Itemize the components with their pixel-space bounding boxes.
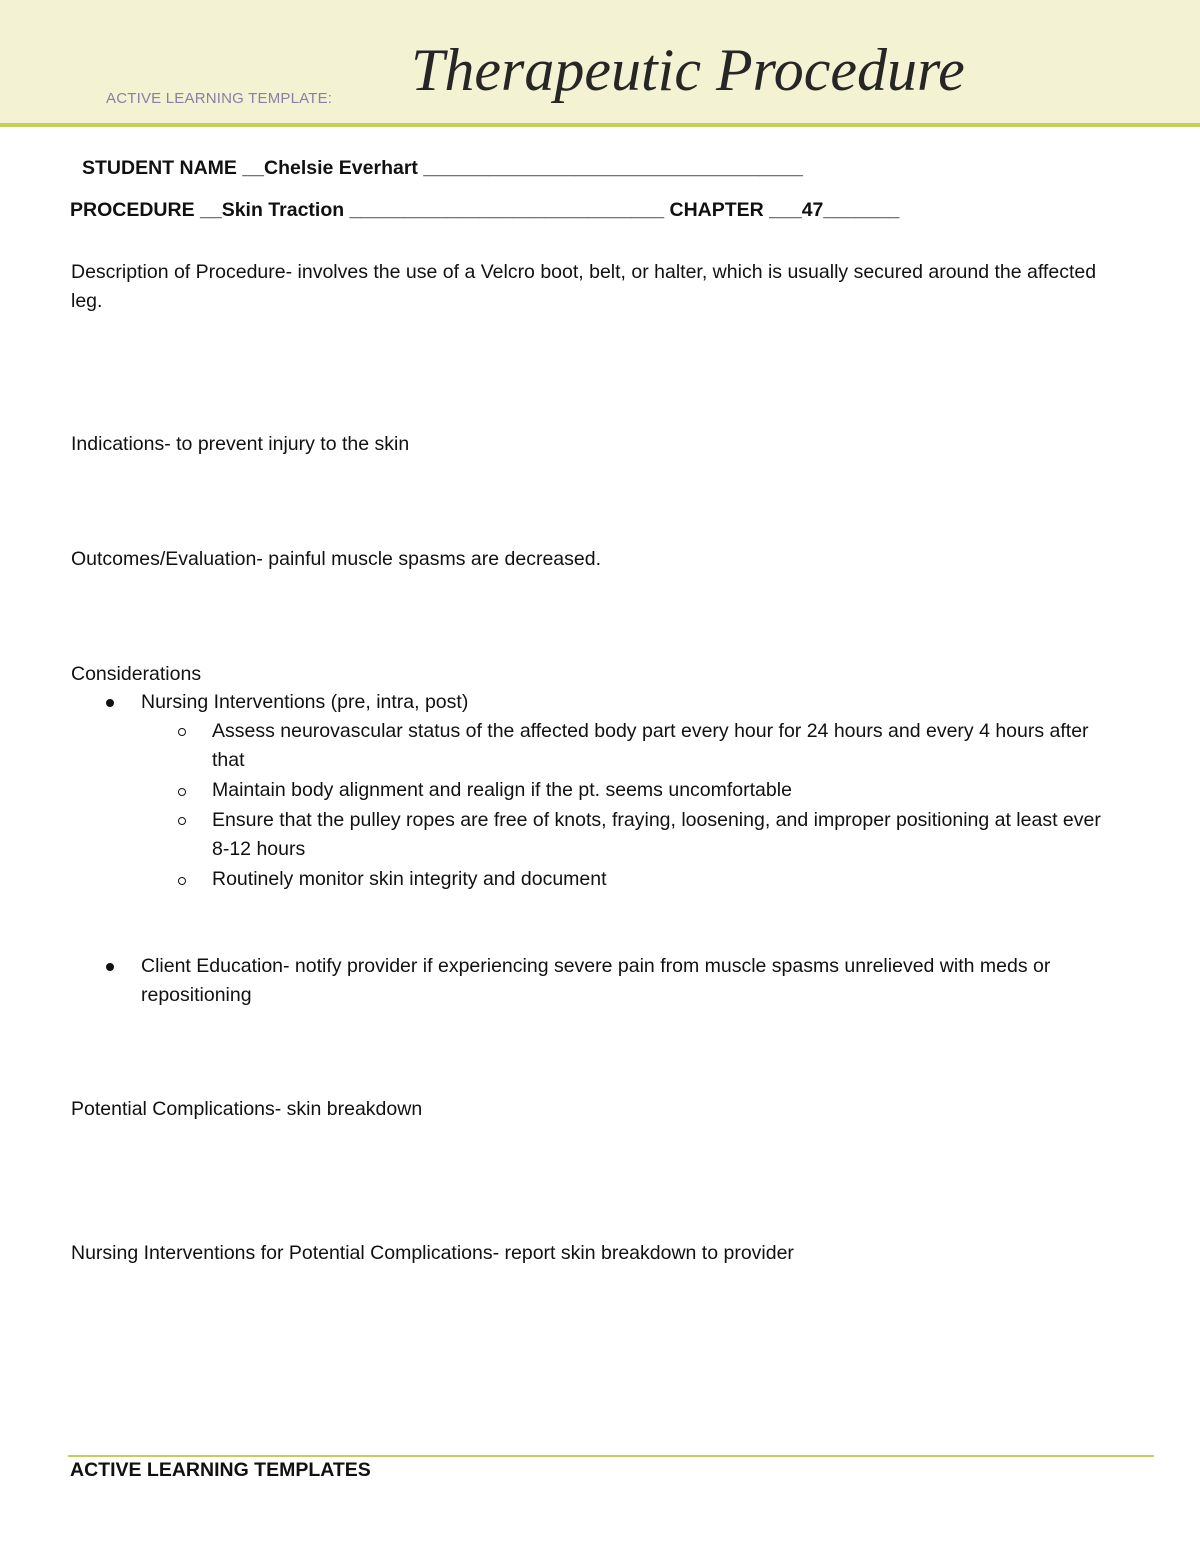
sub-bullet-circle-icon — [178, 788, 186, 796]
bullet-dot-icon — [106, 699, 114, 707]
potential-complications-text: Potential Complications- skin breakdown — [71, 1098, 423, 1120]
page-title: Therapeutic Procedure — [411, 37, 965, 103]
description-text: Description of Procedure- involves the use of a Velcro boot, belt, or halter, which is usually secured around the affected leg. — [71, 261, 1097, 312]
sub-bullet-circle-icon — [178, 728, 186, 736]
header-divider — [0, 123, 1200, 127]
sub-bullet-circle-icon — [178, 817, 186, 825]
indications-text: Indications- to prevent injury to the skin — [71, 433, 410, 455]
intervention-item: Ensure that the pulley ropes are free of knots, fraying, loosening, and improper positioning at least ever 8-12 hours — [212, 809, 1101, 860]
intervention-item: Assess neurovascular status of the affected body part every hour for 24 hours and every 4 hours after that — [212, 720, 1089, 771]
student-name-field: STUDENT NAME __Chelsie Everhart ___________________________________ — [82, 157, 803, 179]
template-label: ACTIVE LEARNING TEMPLATE: — [106, 90, 333, 107]
nursing-interventions-heading: Nursing Interventions (pre, intra, post) — [141, 691, 469, 713]
outcomes-text: Outcomes/Evaluation- painful muscle spasms are decreased. — [71, 548, 602, 570]
considerations-heading: Considerations — [71, 663, 202, 685]
procedure-field: PROCEDURE __Skin Traction _____________________________ CHAPTER ___47_______ — [70, 199, 900, 221]
intervention-item: Maintain body alignment and realign if the pt. seems uncomfortable — [212, 779, 792, 801]
complication-interventions-text: Nursing Interventions for Potential Complications- report skin breakdown to provider — [71, 1242, 794, 1264]
bullet-dot-icon — [106, 963, 114, 971]
intervention-item: Routinely monitor skin integrity and document — [212, 868, 607, 890]
client-education-text: Client Education- notify provider if experiencing severe pain from muscle spasms unrelieved with meds or repositioning — [141, 955, 1051, 1006]
sub-bullet-circle-icon — [178, 877, 186, 885]
footer-label: ACTIVE LEARNING TEMPLATES — [70, 1459, 371, 1481]
